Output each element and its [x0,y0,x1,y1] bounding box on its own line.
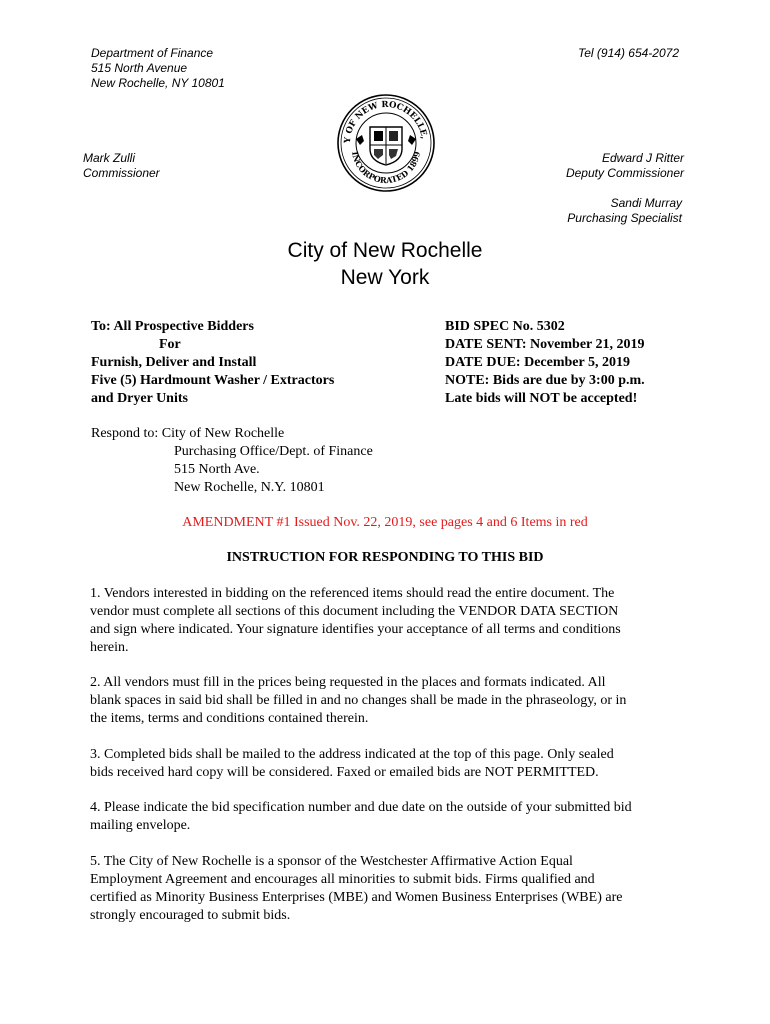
paragraph-1-line: and sign where indicated. Your signature identifies your acceptance of all terms and conditions [90,622,621,637]
bid-recipient-for: For [159,337,181,352]
instruction-paragraph-1 [90,585,680,657]
city-seal-icon [336,93,436,193]
page-title-line1: City of New Rochelle [287,239,483,262]
paragraph-5-line: Employment Agreement and encourages all minorities to submit bids. Firms qualified and [90,872,595,887]
phone-number: Tel (914) 654-2072 [578,46,679,60]
department-city: New Rochelle, NY 10801 [91,76,225,90]
city-seal [336,93,436,193]
bid-item-line2: Five (5) Hardmount Washer / Extractors [91,373,335,388]
bid-details-block [445,318,645,408]
instruction-paragraph-2 [90,674,680,728]
bid-recipient-block [91,318,334,408]
instruction-paragraph-3 [90,746,680,782]
paragraph-1-line: 1. Vendors interested in bidding on the referenced items should read the entire document. The [90,586,615,601]
deputy-commissioner-title: Deputy Commissioner [565,166,684,180]
purchasing-specialist-name: Sandi Murray [610,196,682,210]
commissioner-title: Commissioner [83,166,160,180]
paragraph-5-line: strongly encouraged to submit bids. [90,908,291,923]
paragraph-2-line: 2. All vendors must fill in the prices being requested in the places and formats indicated. All [90,675,606,690]
paragraph-1-line: vendor must complete all sections of this document including the VENDOR DATA SECTION [90,604,619,619]
paragraph-3-line: 3. Completed bids shall be mailed to the address indicated at the top of this page. Only sealed [90,747,614,762]
commissioner-name: Mark Zulli [83,151,136,165]
svg-text:CITY OF NEW ROCHELLE, N.Y.: Y OF NEW ROCHELLE, [342,99,429,144]
paragraph-5-line: certified as Minority Business Enterprises (MBE) and Women Business Enterprises (WBE) are [90,890,623,905]
paragraph-5-line: 5. The City of New Rochelle is a sponsor of the Westchester Affirmative Action Equal [90,854,573,869]
page-title-line2: New York [340,266,430,289]
amendment-notice: AMENDMENT #1 Issued Nov. 22, 2019, see pages 4 and 6 Items in red [182,515,588,530]
paragraph-2-line: blank spaces in said bid shall be filled in and no changes shall be made in the phraseology, or in [90,693,627,708]
instructions-heading: INSTRUCTION FOR RESPONDING TO THIS BID [226,550,544,565]
respond-to-office: Purchasing Office/Dept. of Finance [174,444,373,459]
bid-date-sent: DATE SENT: November 21, 2019 [445,337,645,352]
instruction-paragraph-5 [90,853,680,925]
bid-date-due: DATE DUE: December 5, 2019 [445,355,630,370]
paragraph-2-line: the items, terms and conditions contained therein. [90,711,369,726]
paragraph-4-line: 4. Please indicate the bid specification number and due date on the outside of your submitted bid [90,800,632,815]
respond-to-street: 515 North Ave. [174,462,260,477]
paragraph-3-line: bids received hard copy will be considered. Faxed or emailed bids are NOT PERMITTED. [90,765,599,780]
bid-recipient-to: To: All Prospective Bidders [91,319,254,334]
bid-late-warning: Late bids will NOT be accepted! [445,391,638,406]
instruction-paragraph-4 [90,799,680,835]
bid-spec-number: BID SPEC No. 5302 [445,319,565,334]
department-street: 515 North Avenue [91,61,188,75]
paragraph-4-line: mailing envelope. [90,818,191,833]
purchasing-specialist-block [567,196,682,226]
respond-to-label: Respond to: City of New Rochelle [91,426,285,441]
deputy-commissioner-name: Edward J Ritter [601,151,684,165]
bid-item-line3: and Dryer Units [91,391,188,406]
page-title [0,237,770,291]
department-name: Department of Finance [91,46,214,60]
commissioner-block [83,151,160,181]
respond-to-block [91,425,373,497]
deputy-commissioner-block [566,151,684,181]
svg-text:INCORPORATED 1899: INCORPORATED 1899 [350,150,422,186]
respond-to-city: New Rochelle, N.Y. 10801 [174,480,325,495]
purchasing-specialist-title: Purchasing Specialist [567,211,682,225]
department-address [91,46,225,91]
bid-item-line1: Furnish, Deliver and Install [91,355,257,370]
paragraph-1-line: herein. [90,640,129,655]
bid-due-note: NOTE: Bids are due by 3:00 p.m. [445,373,645,388]
